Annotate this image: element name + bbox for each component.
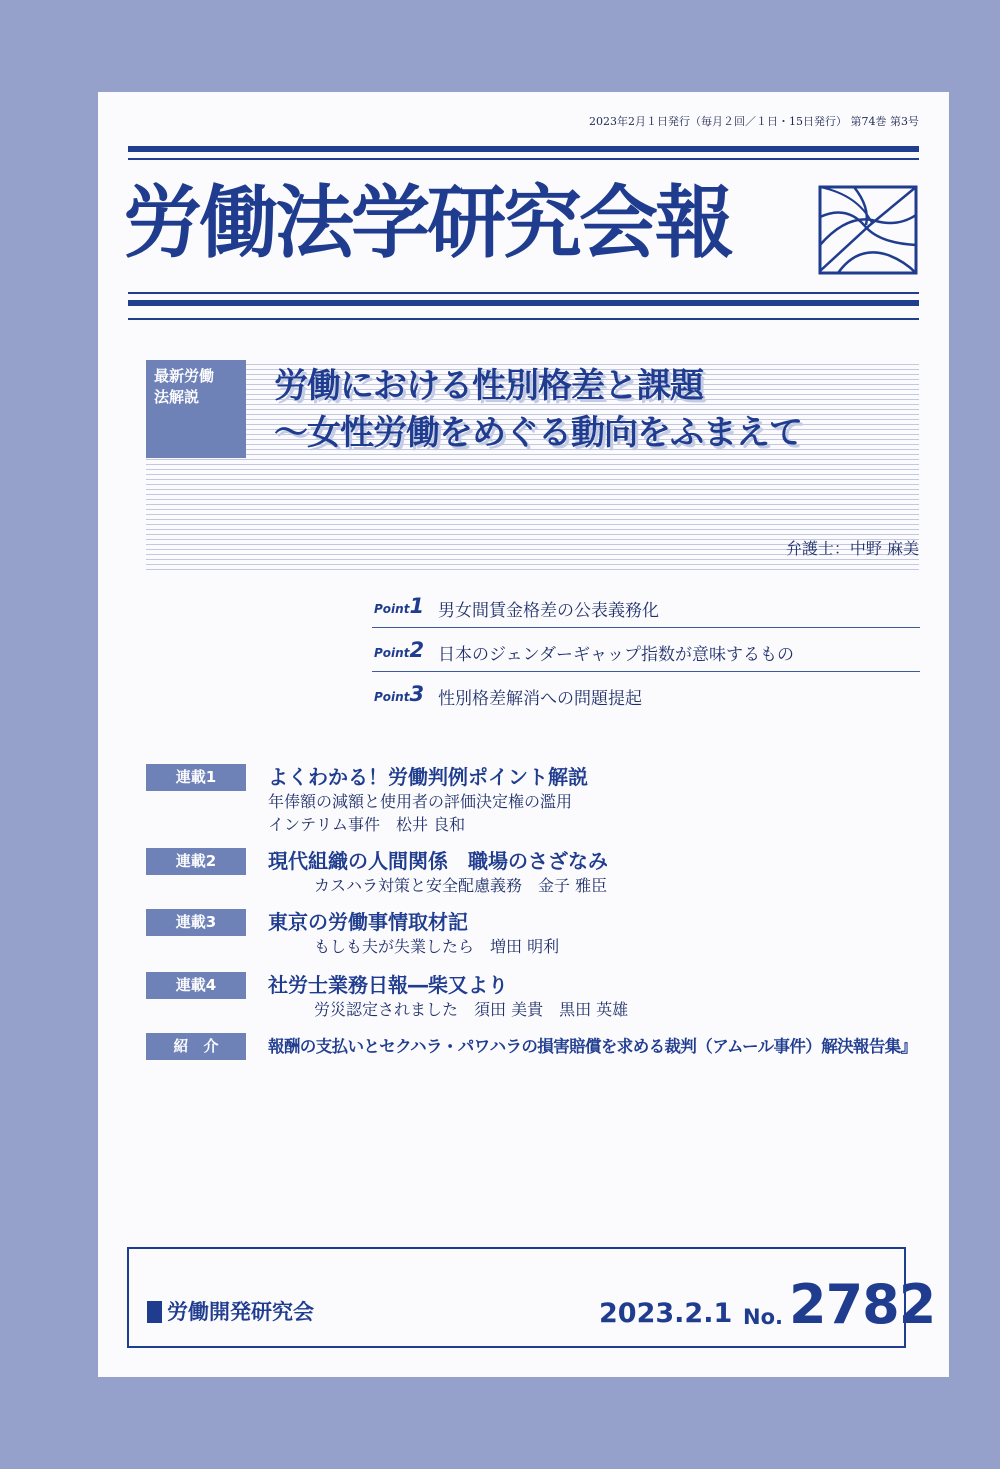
issue-no-label: No. <box>743 1305 783 1329</box>
footer-box <box>127 1247 936 1348</box>
series-tag: 連載4 <box>146 972 246 999</box>
publisher-name: 労働開発研究会 <box>167 1300 314 1324</box>
series-subtitle: 労災認定されました 須田 美貴 黒田 英雄 <box>314 1000 629 1019</box>
issue-date: 2023.2.1 <box>599 1298 733 1329</box>
magazine-cover <box>98 92 949 1377</box>
publisher-logo-icon <box>147 1301 162 1323</box>
point-label: Point3 <box>374 682 425 706</box>
publisher <box>147 1296 314 1326</box>
series-title: 報酬の支払いとセクハラ・パワハラの損害賠償を求める裁判（アムール事件）解決報告集』 <box>268 1037 917 1056</box>
masthead-title: 労働法学研究会報 <box>123 177 731 269</box>
issue-number: 2782 <box>789 1273 936 1336</box>
series-title: よくわかる！労働判例ポイント解説 <box>268 765 588 789</box>
series-tag: 紹 介 <box>146 1033 246 1060</box>
feature-title-line1: 労働における性別格差と課題 <box>274 366 703 406</box>
point-text: 性別格差解消への問題提起 <box>438 689 642 709</box>
point-item-3 <box>372 672 920 716</box>
feature-tag <box>146 360 246 458</box>
point-text: 男女間賃金格差の公表義務化 <box>438 601 659 621</box>
series-subtitle: 年俸額の減額と使用者の評価決定権の濫用 <box>268 792 573 811</box>
series-tag: 連載3 <box>146 909 246 936</box>
point-text: 日本のジェンダーギャップ指数が意味するもの <box>438 645 794 665</box>
issue-info: 2023年2月１日発行（毎月２回／１日・15日発行） 第74巻 第3号 <box>589 115 919 128</box>
feature-tag-line1: 最新労働 <box>154 367 215 385</box>
series-title: 現代組織の人間関係 職場のさざなみ <box>268 849 608 873</box>
point-label: Point1 <box>374 594 425 618</box>
series-subtitle: カスハラ対策と安全配慮義務 金子 雅臣 <box>314 876 608 895</box>
series-title: 東京の労働事情取材記 <box>268 910 468 934</box>
feature-title <box>274 363 802 457</box>
points-list <box>372 584 920 716</box>
series-tag: 連載2 <box>146 848 246 875</box>
series-title: 社労士業務日報―柴又より <box>268 973 508 997</box>
rule-bottom-thick <box>128 300 919 306</box>
point-item-2 <box>372 628 920 672</box>
rule-bottom-thin <box>128 292 919 294</box>
feature-tag-line2: 法解説 <box>154 388 200 406</box>
rule-bottom-thin-2 <box>128 318 919 320</box>
series-tag: 連載1 <box>146 764 246 791</box>
point-label: Point2 <box>374 638 425 662</box>
rule-top-thin <box>128 158 919 160</box>
series-subtitle: もしも夫が失業したら 増田 明利 <box>314 937 560 956</box>
point-item-1 <box>372 584 920 628</box>
masthead-logo-icon <box>818 185 918 275</box>
feature-title-line2: 〜女性労働をめぐる動向をふまえて <box>274 413 802 453</box>
feature-author: 弁護士：中野 麻美 <box>785 539 919 558</box>
series-subtitle-2: インテリム事件 松井 良和 <box>268 815 466 834</box>
rule-top-thick <box>128 146 919 152</box>
